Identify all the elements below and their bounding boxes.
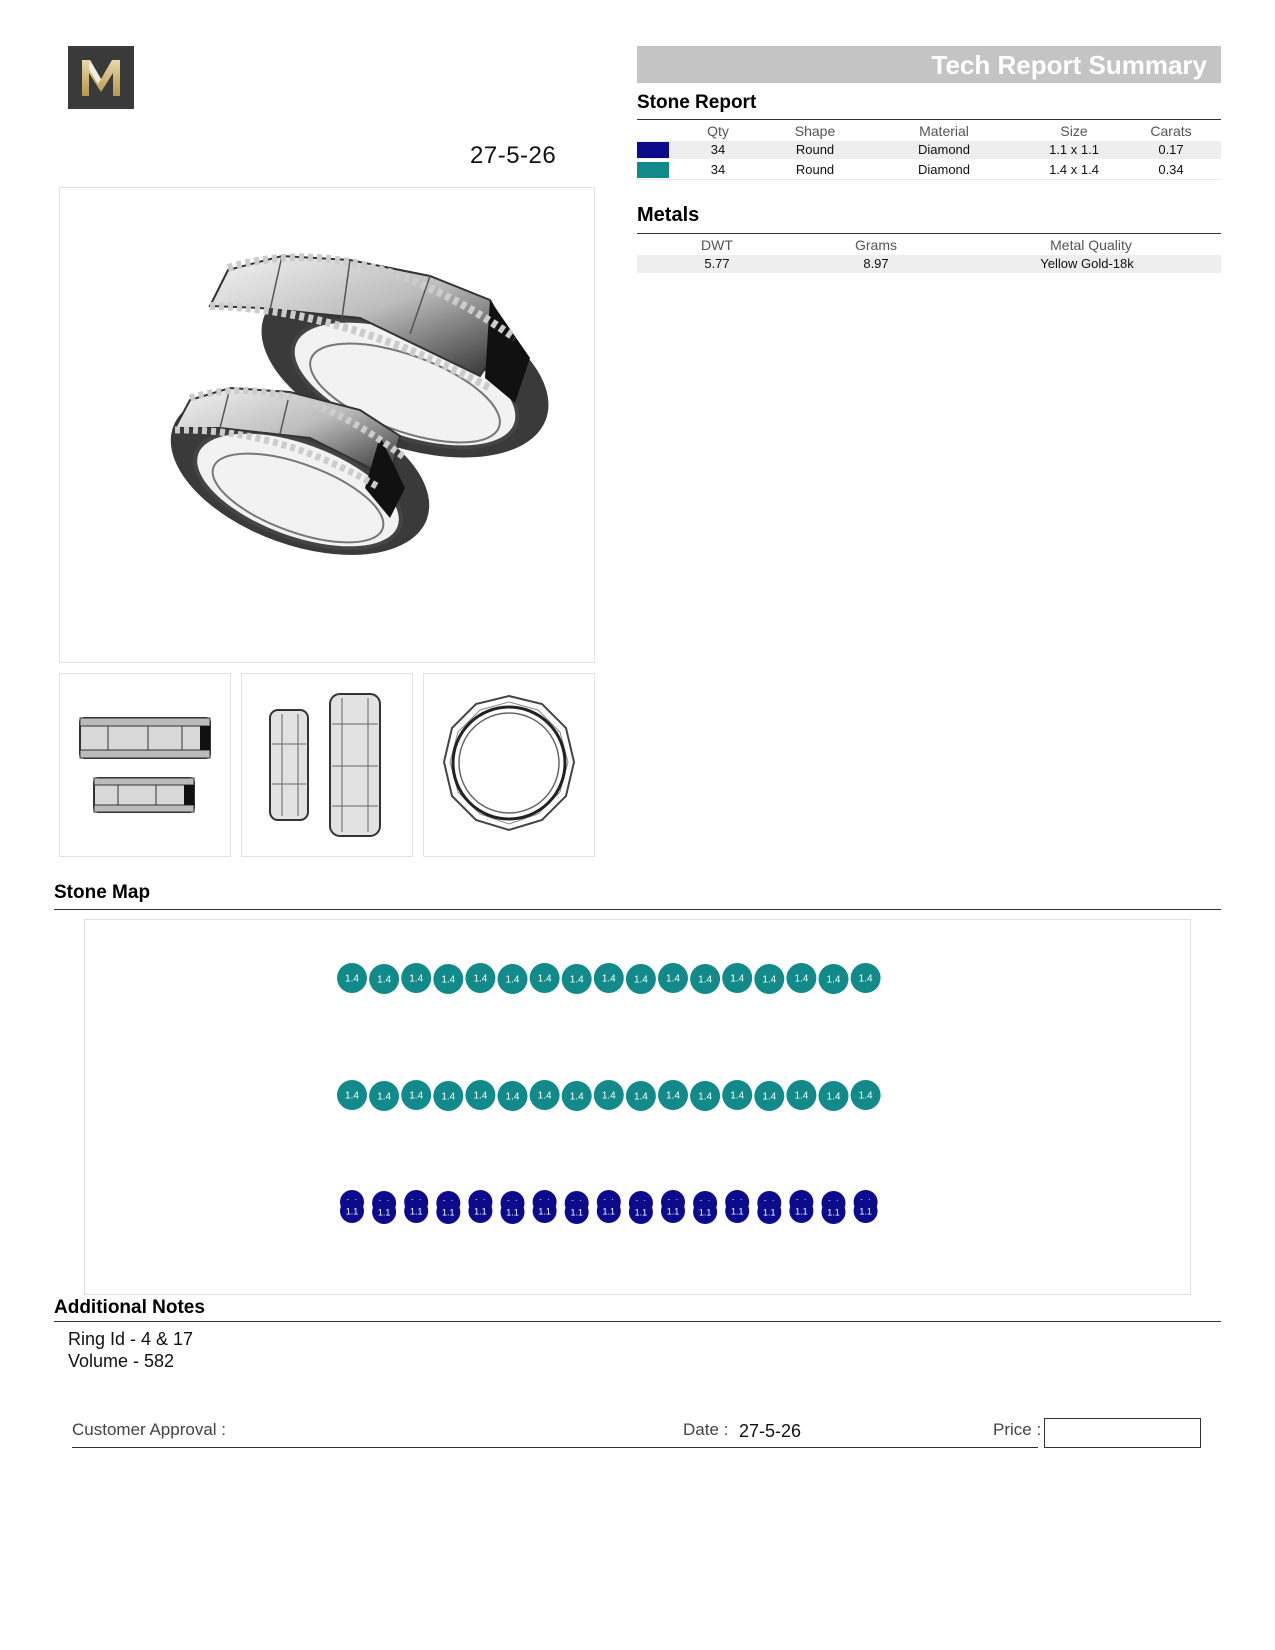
stone-map-stone — [851, 963, 881, 993]
stone-map-stone — [786, 963, 816, 993]
stone-size-label: 1.4 — [633, 974, 648, 986]
job-code: 27-5-26 — [470, 142, 557, 169]
stone-map-stone — [498, 1081, 528, 1111]
stone-size-label: 1.4 — [569, 974, 584, 986]
date-value: 27-5-26 — [739, 1421, 802, 1441]
metals-divider — [637, 233, 1221, 234]
stone-size-label: 1.4 — [601, 1090, 616, 1102]
stone-size-label: 1.1 — [698, 1207, 712, 1218]
stone-size-label: 1.4 — [505, 974, 520, 986]
stone-map-stone — [565, 1200, 589, 1224]
cell-material: Diamond — [917, 142, 971, 157]
col-shape: Shape — [794, 123, 836, 139]
stone-map-stone — [786, 1080, 816, 1110]
stone-size-label: 1.1 — [859, 1206, 872, 1217]
stone-map-stone — [401, 1080, 431, 1110]
cell-material: Diamond — [917, 162, 971, 177]
stone-map-stone — [468, 1199, 492, 1223]
stone-map-stone — [661, 1199, 685, 1223]
stone-size-label: 1.1 — [666, 1206, 680, 1217]
note-ring-id: Ring Id - 4 & 17 — [68, 1329, 194, 1349]
stone-size-label: 1.4 — [377, 1091, 392, 1103]
stone-map-stone — [594, 1080, 624, 1110]
stone-size-label: 1.4 — [666, 1090, 680, 1102]
stone-map-stone — [822, 1200, 846, 1224]
stone-map-stone — [629, 1200, 653, 1224]
stone-map-stone — [501, 1200, 525, 1224]
stone-size-label: 1.4 — [377, 974, 392, 986]
price-field[interactable] — [1044, 1418, 1201, 1448]
stone-map-stone — [626, 964, 656, 994]
stone-size-label: 1.1 — [827, 1207, 840, 1218]
stone-map-stone — [594, 963, 624, 993]
stone-map-stone — [725, 1199, 749, 1223]
metals-title: Metals — [637, 204, 700, 226]
stone-size-label: 1.4 — [345, 1090, 359, 1102]
table-row — [637, 141, 1221, 159]
stone-size-label: 1.4 — [858, 973, 873, 985]
stone-size-label: 1.4 — [794, 1090, 809, 1102]
stone-map-stone — [465, 1080, 495, 1110]
stone-size-label: 1.4 — [505, 1091, 520, 1103]
stone-size-label: 1.1 — [763, 1207, 776, 1218]
stone-size-label: 1.1 — [442, 1207, 455, 1218]
metals-header-row — [637, 235, 1221, 253]
ring-side-view-image — [242, 674, 412, 856]
stone-size-label: 1.4 — [858, 1090, 873, 1102]
cell-shape: Round — [795, 142, 835, 157]
stone-map-stone — [369, 964, 399, 994]
stone-map-stone — [597, 1199, 621, 1223]
stone-size-label: 1.4 — [730, 1090, 745, 1102]
m-logo-icon — [68, 46, 134, 109]
cell-grams: 8.97 — [863, 256, 889, 271]
col-dwt: DWT — [701, 237, 733, 253]
stone-map-stone — [819, 1081, 849, 1111]
stone-size-label: 1.4 — [409, 1090, 424, 1102]
stone-map-stone — [369, 1081, 399, 1111]
stone-size-label: 1.1 — [795, 1206, 808, 1217]
stone-map-stone — [851, 1080, 881, 1110]
cell-qty: 34 — [710, 142, 726, 157]
note-volume: Volume - 582 — [68, 1351, 175, 1371]
cell-metal-quality: Yellow Gold-18k — [1040, 256, 1134, 271]
table-bottom-line — [637, 179, 1221, 180]
additional-notes-divider — [54, 1321, 1221, 1322]
stone-size-label: 1.1 — [474, 1206, 487, 1217]
stone-map — [84, 919, 1189, 1293]
stone-map-stone — [757, 1200, 781, 1224]
stone-report-divider — [637, 119, 1221, 120]
col-size: Size — [1060, 123, 1088, 139]
stone-size-label: 1.1 — [634, 1207, 648, 1218]
table-row — [637, 255, 1221, 273]
report-header-bar — [637, 46, 1221, 83]
stone-color-swatch — [637, 162, 669, 178]
stone-report-header-row — [637, 121, 1221, 139]
table-row — [637, 161, 1221, 179]
customer-approval-label: Customer Approval : — [72, 1420, 227, 1439]
stone-map-stone — [690, 1081, 720, 1111]
stone-map-stone — [754, 1081, 784, 1111]
signature-line[interactable] — [72, 1447, 1038, 1448]
stone-size-label: 1.4 — [569, 1091, 584, 1103]
stone-size-label: 1.4 — [441, 1091, 456, 1103]
stone-size-label: 1.4 — [473, 973, 488, 985]
stone-map-stone — [372, 1200, 396, 1224]
col-carats: Carats — [1150, 123, 1192, 139]
col-material: Material — [919, 123, 969, 139]
price-label: Price : — [993, 1420, 1042, 1439]
stone-size-label: 1.4 — [730, 973, 745, 985]
stone-map-stone — [530, 963, 560, 993]
stone-size-label: 1.4 — [762, 1091, 777, 1103]
stone-map-stone — [789, 1199, 813, 1223]
cell-qty: 34 — [710, 162, 726, 177]
stone-size-label: 1.4 — [826, 1091, 841, 1103]
stone-size-label: 1.4 — [666, 973, 680, 985]
stone-map-stone — [401, 963, 431, 993]
ring-pair-image — [60, 188, 594, 662]
cell-size: 1.1 x 1.1 — [1049, 142, 1099, 157]
stone-size-label: 1.4 — [698, 1091, 713, 1103]
stone-color-swatch — [637, 142, 669, 158]
stone-report-title: Stone Report — [637, 92, 757, 113]
stone-size-label: 1.1 — [602, 1206, 616, 1217]
stone-size-label: 1.4 — [537, 1090, 552, 1102]
cell-shape: Round — [795, 162, 835, 177]
col-metal-quality: Metal Quality — [1050, 237, 1132, 253]
stone-size-label: 1.4 — [601, 973, 616, 985]
company-logo — [68, 46, 134, 109]
stone-size-label: 1.4 — [473, 1090, 488, 1102]
stone-map-stone — [337, 1080, 367, 1110]
ring-render-main — [59, 187, 595, 663]
stone-size-label: 1.4 — [441, 974, 456, 986]
cell-carats: 0.34 — [1158, 162, 1184, 177]
cell-size: 1.4 x 1.4 — [1049, 162, 1099, 177]
stone-map-stone — [340, 1199, 364, 1223]
stone-size-label: 1.1 — [377, 1207, 391, 1218]
stone-size-label: 1.1 — [730, 1206, 744, 1217]
stone-map-stone — [693, 1200, 717, 1224]
stone-size-label: 1.1 — [570, 1207, 583, 1218]
col-qty: Qty — [707, 123, 729, 139]
col-grams: Grams — [855, 237, 897, 253]
stone-map-stone — [533, 1199, 557, 1223]
ring-render-top — [423, 673, 595, 857]
stone-map-stone — [433, 1081, 463, 1111]
stone-size-label: 1.1 — [345, 1206, 359, 1217]
additional-notes-title: Additional Notes — [54, 1297, 205, 1318]
stone-map-stone — [433, 964, 463, 994]
stone-size-label: 1.4 — [762, 974, 777, 986]
stone-map-stone — [658, 963, 688, 993]
stone-size-label: 1.1 — [506, 1207, 519, 1218]
date-label: Date : — [683, 1420, 729, 1439]
stone-map-stone — [722, 1080, 752, 1110]
stone-map-stone — [658, 1080, 688, 1110]
stone-map-stone — [436, 1200, 460, 1224]
stone-map-stone — [465, 963, 495, 993]
cell-dwt: 5.77 — [704, 256, 730, 271]
stone-map-divider — [54, 909, 1221, 910]
stone-map-title: Stone Map — [54, 882, 151, 903]
stone-map-stone — [530, 1080, 560, 1110]
ring-render-front — [59, 673, 231, 857]
stone-size-label: 1.1 — [409, 1206, 423, 1217]
stone-map-stone — [754, 964, 784, 994]
stone-size-label: 1.4 — [698, 974, 713, 986]
stone-size-label: 1.4 — [826, 974, 841, 986]
cell-carats: 0.17 — [1158, 142, 1184, 157]
stone-map-stone — [626, 1081, 656, 1111]
stone-size-label: 1.4 — [633, 1091, 648, 1103]
stone-map-stone — [498, 964, 528, 994]
stone-map-stone — [337, 963, 367, 993]
ring-top-view-image — [424, 674, 594, 856]
stone-map-stone — [562, 1081, 592, 1111]
stone-size-label: 1.4 — [794, 973, 809, 985]
stone-map-stone — [562, 964, 592, 994]
stone-size-label: 1.4 — [409, 973, 424, 985]
stone-map-stone — [854, 1199, 878, 1223]
report-title: Tech Report Summary — [931, 50, 1207, 80]
stone-size-label: 1.4 — [537, 973, 552, 985]
ring-render-side — [241, 673, 413, 857]
ring-front-view-image — [60, 674, 230, 856]
stone-size-label: 1.4 — [345, 973, 359, 985]
stone-map-stone — [690, 964, 720, 994]
stone-map-stone — [722, 963, 752, 993]
stone-map-stone — [404, 1199, 428, 1223]
stone-size-label: 1.1 — [538, 1206, 551, 1217]
stone-map-stone — [819, 964, 849, 994]
